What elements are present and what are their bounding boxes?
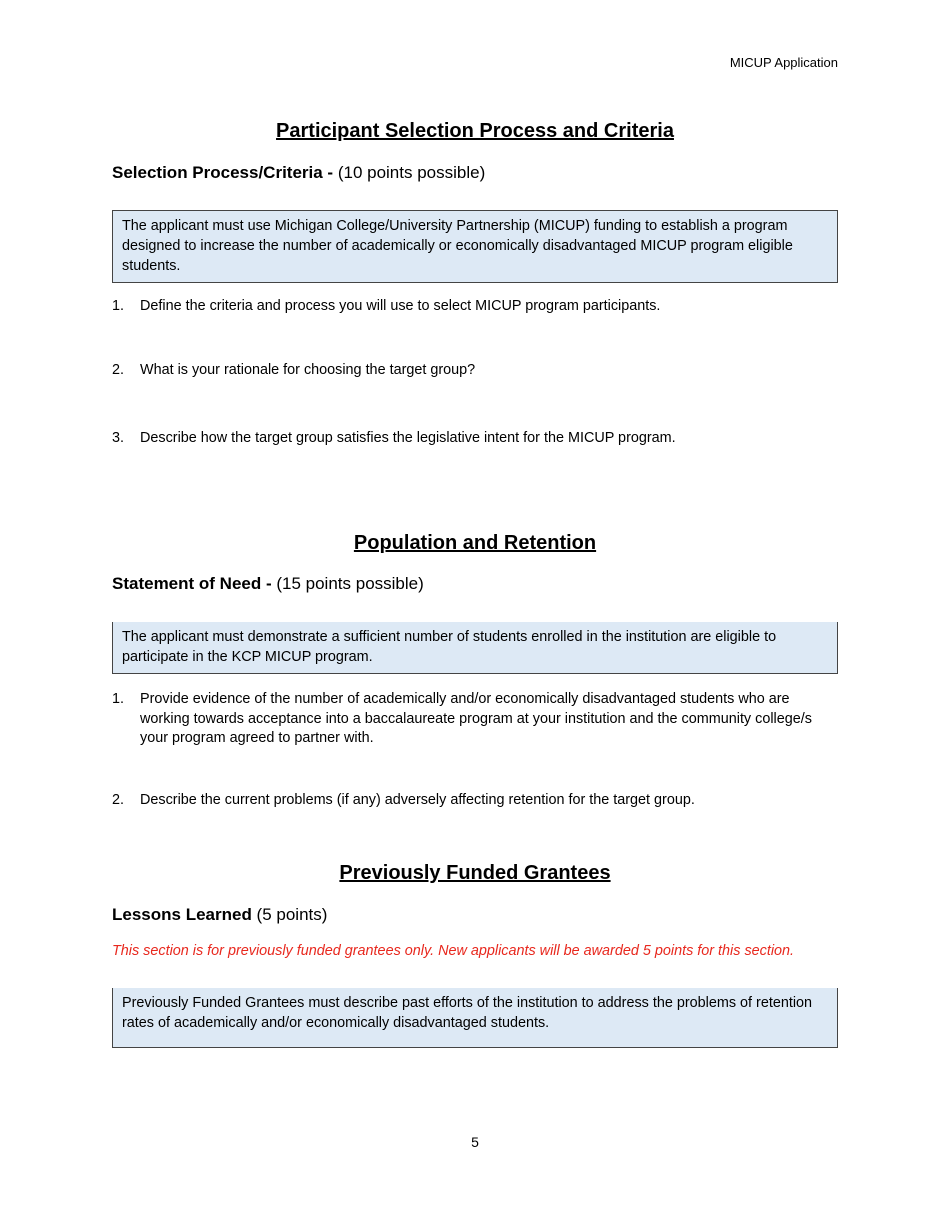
subhead-lessons-learned bbox=[112, 905, 327, 925]
subhead-bold: Selection Process/Criteria - bbox=[112, 163, 338, 182]
item-number: 3. bbox=[112, 430, 125, 446]
section-title-selection: Participant Selection Process and Criteria bbox=[276, 120, 674, 142]
item-text: Describe how the target group satisfies the legislative intent for the MICUP program. bbox=[140, 430, 676, 446]
red-note: This section is for previously funded grantees only. New applicants will be awarded 5 points for this section. bbox=[112, 943, 795, 959]
instruction-box-population: The applicant must demonstrate a sufficient number of students enrolled in the institution are eligible to participate in the KCP MICUP program. bbox=[112, 622, 838, 674]
item-number: 1. bbox=[112, 691, 125, 707]
list-item bbox=[112, 361, 832, 381]
page-header: MICUP Application bbox=[729, 55, 838, 70]
section-title-previous-grantees: Previously Funded Grantees bbox=[339, 862, 611, 884]
instruction-box-selection: The applicant must use Michigan College/University Partnership (MICUP) funding to establish a program designed to increase the number of academically or economically disadvantaged MICUP program eligible students. bbox=[112, 210, 838, 283]
list-item bbox=[112, 690, 832, 749]
subhead-points: (5 points) bbox=[251, 905, 328, 924]
item-number: 2. bbox=[112, 792, 125, 808]
item-text: What is your rationale for choosing the target group? bbox=[140, 362, 476, 378]
subhead-statement-of-need bbox=[112, 574, 424, 594]
subhead-points: (10 points possible) bbox=[337, 163, 486, 182]
subhead-selection-criteria bbox=[112, 163, 485, 183]
subhead-bold: Statement of Need - bbox=[112, 574, 277, 593]
list-item bbox=[112, 429, 832, 449]
section-title-population: Population and Retention bbox=[353, 532, 597, 554]
item-number: 1. bbox=[112, 298, 125, 314]
item-text: Provide evidence of the number of academically and/or economically disadvantaged students who are working towards acceptance into a baccalaureate program at your institution and the community college/s your program agreed to partner with. bbox=[140, 691, 812, 746]
list-item bbox=[112, 297, 832, 317]
instruction-box-previous-grantees: Previously Funded Grantees must describe past efforts of the institution to address the problems of retention rates of academically and/or economically disadvantaged students. bbox=[112, 988, 838, 1048]
item-number: 2. bbox=[112, 362, 125, 378]
subhead-points: (15 points possible) bbox=[276, 574, 424, 593]
item-text: Describe the current problems (if any) adversely affecting retention for the target group. bbox=[140, 792, 695, 808]
item-text: Define the criteria and process you will use to select MICUP program participants. bbox=[140, 298, 661, 314]
subhead-bold: Lessons Learned bbox=[112, 905, 252, 924]
list-item bbox=[112, 791, 832, 811]
page-number: 5 bbox=[471, 1134, 479, 1150]
